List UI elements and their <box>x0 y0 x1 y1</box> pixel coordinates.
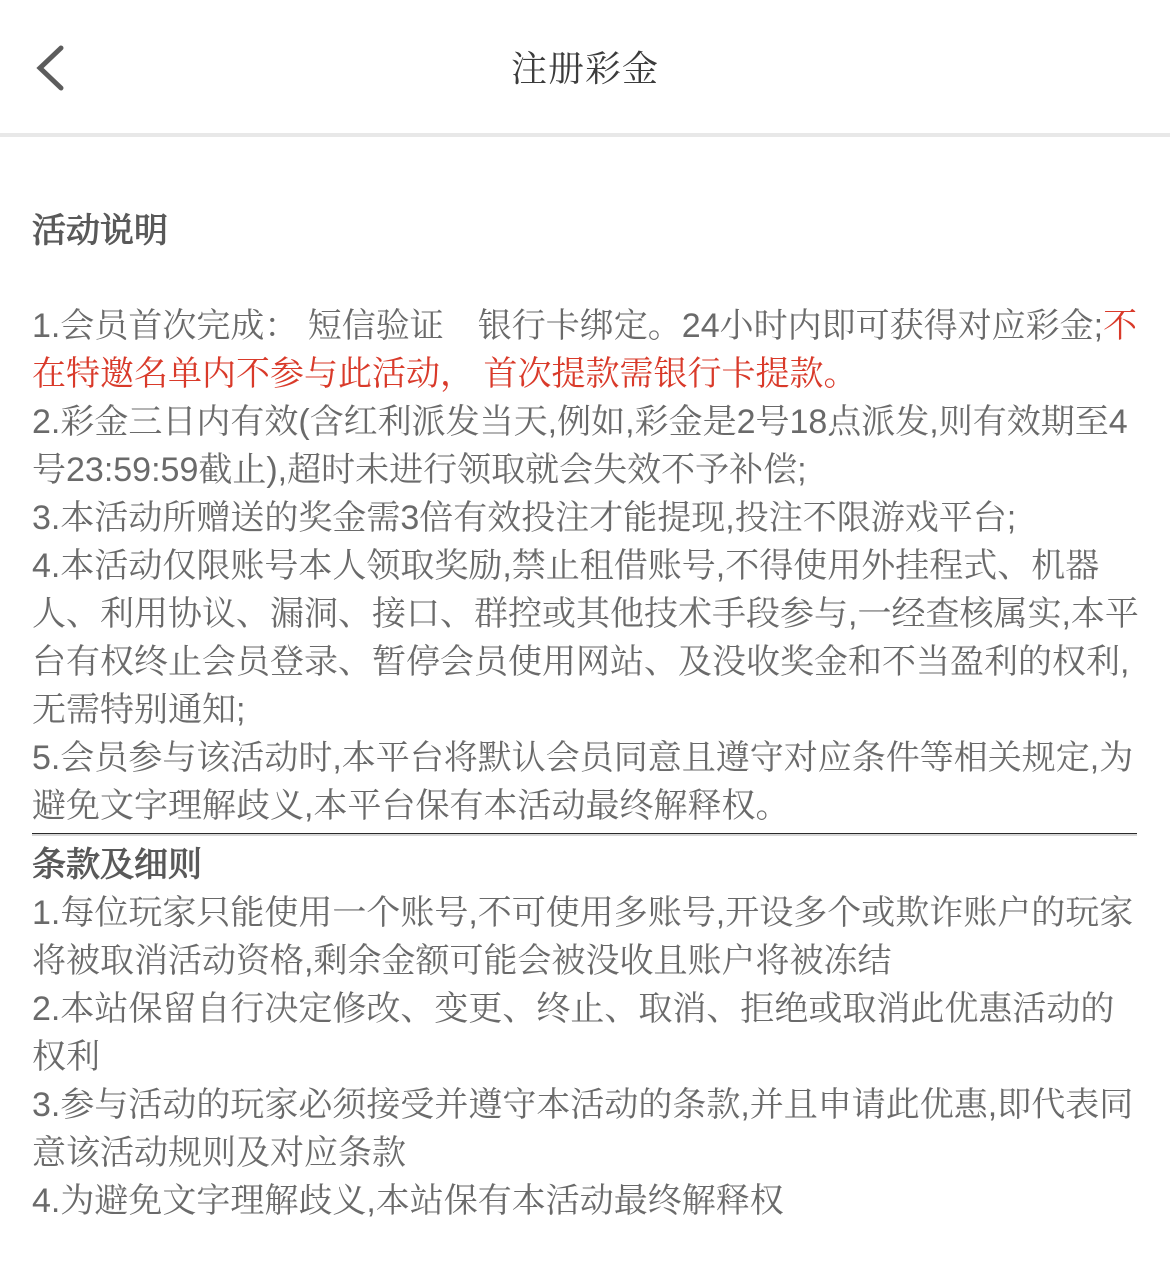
section-divider <box>32 833 1137 836</box>
chevron-left-icon <box>35 45 65 91</box>
activity-rule-5: 5.会员参与该活动时,本平台将默认会员同意且遵守对应条件等相关规定,为避免文字理解歧义,本平台保有本活动最终解释权。 <box>32 739 1134 825</box>
page-title: 注册彩金 <box>510 48 659 89</box>
terms-section <box>32 841 1140 1225</box>
activity-rule-4: 4.本活动仅限账号本人领取奖励,禁止租借账号,不得使用外挂程式、机器人、利用协议、漏洞、接口、群控或其他技术手段参与,一经查核属实,本平台有权终止会员登录、暂停会员使用网站、及没收奖金和不当盈利的权利, 无需特别通知; <box>32 547 1139 729</box>
terms-rule-3: 3.参与活动的玩家必须接受并遵守本活动的条款,并且申请此优惠,即代表同意该活动规则及对应条款 <box>32 1086 1134 1172</box>
activity-rule-1-highlight: 不在特邀名单内不参与此活动， 首次提款需银行卡提款。 <box>32 307 1138 393</box>
terms-rules <box>32 889 1140 1225</box>
back-button[interactable] <box>18 28 82 108</box>
terms-rule-2: 2.本站保留自行决定修改、变更、终止、取消、拒绝或取消此优惠活动的权利 <box>32 990 1115 1076</box>
terms-rule-4: 4.为避免文字理解歧义,本站保有本活动最终解释权 <box>32 1182 784 1220</box>
content <box>0 137 1170 1265</box>
activity-rule-1-text: 1.会员首次完成： 短信验证 银行卡绑定。24小时内即可获得对应彩金; <box>32 307 1104 345</box>
terms-rule-1: 1.每位玩家只能使用一个账号,不可使用多账号,开设多个或欺诈账户的玩家将被取消活动资格,剩余金额可能会被没收且账户将被冻结 <box>32 894 1134 980</box>
header <box>0 0 1170 137</box>
activity-rule-2: 2.彩金三日内有效(含红利派发当天,例如,彩金是2号18点派发,则有效期至4号23:59:59截止),超时未进行领取就会失效不予补偿; <box>32 403 1128 489</box>
activity-rule-1 <box>32 302 1140 398</box>
activity-rules <box>32 302 1140 830</box>
activity-section <box>32 207 1140 830</box>
activity-rule-3: 3.本活动所赠送的奖金需3倍有效投注才能提现,投注不限游戏平台; <box>32 499 1017 537</box>
activity-section-heading: 活动说明 <box>32 212 168 250</box>
terms-section-heading: 条款及细则 <box>32 846 202 884</box>
